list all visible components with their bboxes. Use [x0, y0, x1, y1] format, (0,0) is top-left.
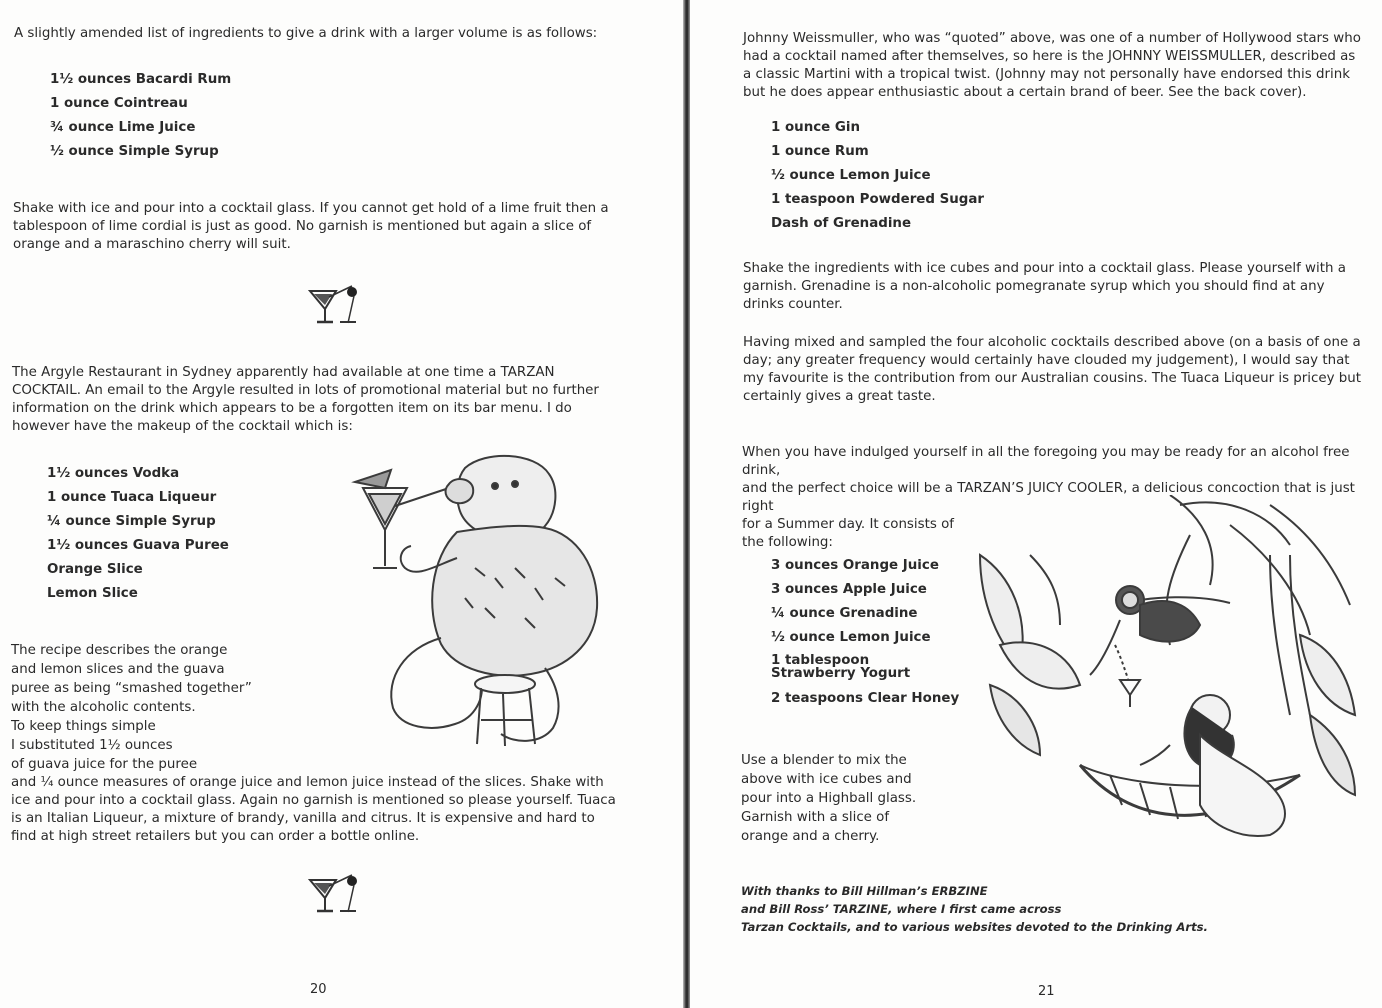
- weissmuller-intro-text: Johnny Weissmuller, who was “quoted” above, was one of a number of Hollywood stars who had a cocktail named after themselves, so here is the JOHNNY WEISSMULLER, described as a classic Martini with a tropical twist. (Johnny may not personally have endorsed this drink but he does appear enthusiastic about a certain brand of beer. See the back cover).: [743, 31, 1361, 100]
- text-line: The recipe describes the orange: [11, 643, 228, 658]
- ingredient: 3 ounces Apple Juice: [771, 582, 927, 597]
- text-line: and the perfect choice will be a TARZAN’S JUICY COOLER, a delicious concoction that is just right: [742, 481, 1355, 514]
- method-text-4: [741, 751, 961, 846]
- text-line: for a Summer day. It consists of: [742, 517, 954, 532]
- text-line: above with ice cubes and: [741, 772, 912, 787]
- ingredient: Orange Slice: [47, 562, 143, 577]
- credit-line: With thanks to Bill Hillman’s ERBZINE: [741, 884, 988, 898]
- ingredient: ¼ ounce Simple Syrup: [47, 514, 216, 529]
- recipe-note: [11, 641, 271, 774]
- hammock-jungle-illustration: [970, 495, 1370, 895]
- text-line: the following:: [742, 535, 833, 550]
- page-number: 20: [310, 982, 327, 997]
- credits: [741, 882, 1341, 936]
- text-line: and lemon slices and the guava: [11, 662, 225, 677]
- text-line: Garnish with a slice of: [741, 810, 890, 825]
- ingredient: ½ ounce Lemon Juice: [771, 168, 931, 183]
- page-number: 21: [1038, 984, 1055, 999]
- text-line: When you have indulged yourself in all the foregoing you may be ready for an alcohol free drink,: [742, 445, 1350, 478]
- cocktail-glass-icon: [308, 283, 364, 325]
- method-text-1: Shake with ice and pour into a cocktail glass. If you cannot get hold of a lime fruit then a tablespoon of lime cordial is just as good. No garnish is mentioned but again a slice of orange and a maraschino cherry will suit.: [13, 201, 609, 252]
- intro-text: A slightly amended list of ingredients to give a drink with a larger volume is as follows:: [14, 26, 598, 41]
- text-line: pour into a Highball glass.: [741, 791, 917, 806]
- ingredient: Lemon Slice: [47, 586, 138, 601]
- cocktail-glass-icon: [308, 872, 364, 914]
- ingredient: 2 teaspoons Clear Honey: [771, 691, 960, 706]
- left-page: [0, 0, 683, 1008]
- ingredient: ½ ounce Lemon Juice: [771, 630, 931, 645]
- credit-line: Tarzan Cocktails, and to various websites devoted to the Drinking Arts.: [741, 920, 1208, 934]
- text-line: with the alcoholic contents.: [11, 700, 196, 715]
- ingredient: 1 ounce Rum: [771, 144, 869, 159]
- ingredient-list-2: [47, 466, 229, 610]
- ingredient: 1 teaspoon Powdered Sugar: [771, 192, 985, 207]
- ingredient-list-1: [50, 72, 231, 168]
- gorilla-illustration: [345, 448, 615, 748]
- ingredient: Dash of Grenadine: [771, 216, 912, 231]
- tarzan-intro-text: The Argyle Restaurant in Sydney apparently had available at one time a TARZAN COCKTAIL. An email to the Argyle resulted in lots of promotional material but no further information on the drink which appears to be a forgotten item on its bar menu. I do however have the makeup of the cocktail which is:: [12, 365, 599, 434]
- text-line: Use a blender to mix the: [741, 753, 907, 768]
- ingredient: ¾ ounce Lime Juice: [50, 120, 196, 135]
- text-line: of guava juice for the puree: [11, 757, 198, 772]
- method-text-2: and ¼ ounce measures of orange juice and lemon juice instead of the slices. Shake with ice and pour into a cocktail glass. Again no garnish is mentioned so please yourself. Tuaca is an Italian Liqueur, a mixture of brandy, vanilla and citrus. It is expensive and hard to find at high street retailers but you can order a bottle online.: [11, 775, 616, 844]
- ingredient: 1½ ounces Bacardi Rum: [50, 72, 232, 87]
- ingredient: ¼ ounce Grenadine: [771, 606, 918, 621]
- ingredient: ½ ounce Simple Syrup: [50, 144, 219, 159]
- book-spine: [683, 0, 690, 1008]
- ingredient: 1 ounce Cointreau: [50, 96, 188, 111]
- text-line: To keep things simple: [11, 719, 156, 734]
- ingredient-list-4: [771, 558, 959, 715]
- text-line: I substituted 1½ ounces: [11, 738, 173, 753]
- ingredient: 1 tablespoon Strawberry Yogurt: [771, 653, 911, 681]
- ingredient-list-3: [771, 120, 984, 240]
- verdict-text: Having mixed and sampled the four alcoholic cocktails described above (on a basis of one a day; any greater frequency would certainly have clouded my judgement), I would say that my favourite is the contribution from our Australian cousins. The Tuaca Liqueur is pricey but certainly gives a great taste.: [743, 335, 1362, 404]
- method-text-3: Shake the ingredients with ice cubes and pour into a cocktail glass. Please yourself with a garnish. Grenadine is a non-alcoholic pomegranate syrup which you should find at any drinks counter.: [743, 261, 1346, 312]
- credit-line: and Bill Ross’ TARZINE, where I first came across: [741, 902, 1062, 916]
- ingredient: 3 ounces Orange Juice: [771, 558, 939, 573]
- ingredient: 1½ ounces Guava Puree: [47, 538, 229, 553]
- text-line: puree as being “smashed together”: [11, 681, 252, 696]
- ingredient: 1 ounce Tuaca Liqueur: [47, 490, 217, 505]
- ingredient: 1 ounce Gin: [771, 120, 861, 135]
- ingredient: 1½ ounces Vodka: [47, 466, 180, 481]
- right-page: [690, 0, 1382, 1008]
- text-line: orange and a cherry.: [741, 829, 880, 844]
